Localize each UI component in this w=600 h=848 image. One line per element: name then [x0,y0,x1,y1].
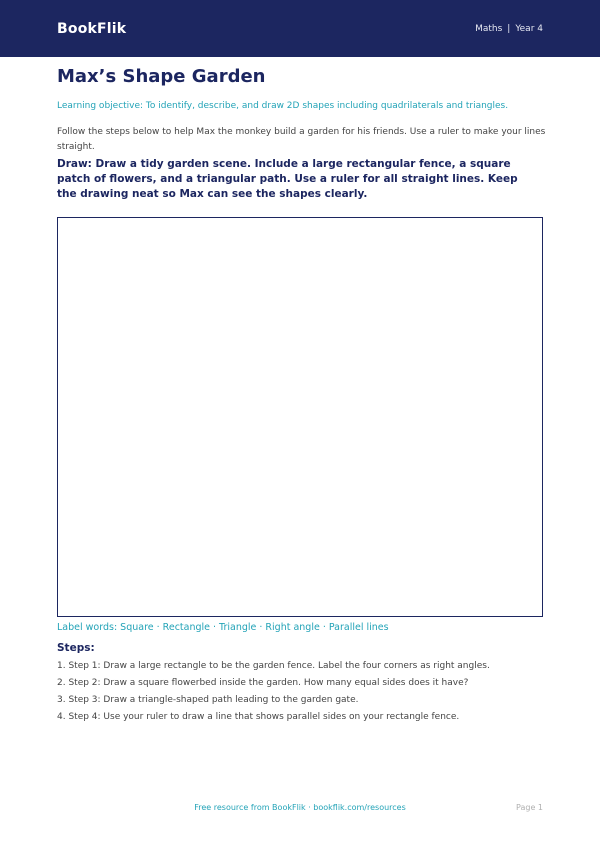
page-number: Page 1 [516,803,543,812]
year-label: Year 4 [515,23,543,34]
page-title: Max’s Shape Garden [57,66,266,87]
footer-credit: Free resource from BookFlik · bookflik.com/resources [194,803,406,812]
draw-instruction: Draw: Draw a tidy garden scene. Include a large rectangular fence, a square patch of flowers, and a triangular path. Use a ruler for all straight lines. Keep the drawing neat so Max can see the shapes clearly. [57,158,518,200]
step-item: 2. Step 2: Draw a square flowerbed inside the garden. How many equal sides does it have? [57,678,469,688]
label-words: Label words: Square · Rectangle · Triangle · Right angle · Parallel lines [57,622,389,633]
brand-logo-text: BookFlik [57,20,127,37]
step-item: 4. Step 4: Use your ruler to draw a line that shows parallel sides on your rectangle fence. [57,712,460,722]
intro-text: Follow the steps below to help Max the monkey build a garden for his friends. Use a ruler to make your lines straight. [57,127,546,152]
meta-separator: | [507,23,511,34]
step-item: 1. Step 1: Draw a large rectangle to be the garden fence. Label the four corners as right angles. [57,661,490,671]
drawing-area[interactable] [57,217,543,617]
steps-heading: Steps: [57,642,95,654]
step-item: 3. Step 3: Draw a triangle-shaped path leading to the garden gate. [57,695,359,705]
page-header [0,0,600,57]
subject-label: Maths [475,23,503,34]
steps-list [57,661,547,729]
learning-objective: Learning objective: To identify, describe, and draw 2D shapes including quadrilaterals and triangles. [57,101,509,111]
subject-year [475,24,543,34]
